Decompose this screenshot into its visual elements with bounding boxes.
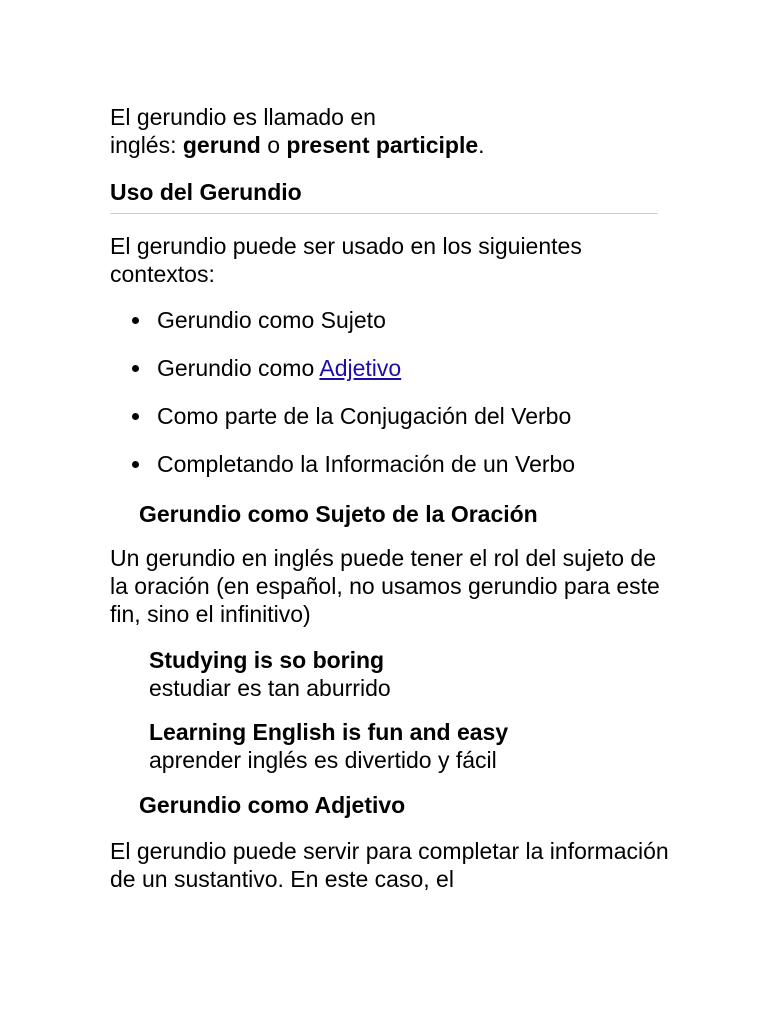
bullet-icon — [132, 365, 139, 372]
adjetivo-link[interactable]: Adjetivo — [319, 355, 402, 381]
bullet-icon — [132, 317, 139, 324]
intro-line-1: El gerundio es llamado en — [110, 104, 376, 130]
section-heading-adjetivo: Gerundio como Adjetivo — [139, 792, 406, 818]
uses-list — [132, 306, 575, 498]
adjetivo-paragraph: El gerundio puede servir para completar la información de un sustantivo. En este caso, el — [110, 838, 669, 892]
list-item-text: Gerundio como — [157, 355, 320, 381]
section-heading-uso: Uso del Gerundio — [110, 179, 302, 205]
section-heading-sujeto: Gerundio como Sujeto de la Oración — [139, 501, 538, 527]
bullet-icon — [132, 413, 139, 420]
term-present-participle: present participle — [286, 132, 479, 158]
list-item — [132, 354, 575, 382]
list-item-text: Completando la Información de un Verbo — [157, 451, 576, 477]
bullet-icon — [132, 461, 139, 468]
term-gerund: gerund — [182, 132, 261, 158]
example-block — [149, 718, 649, 774]
example-spanish: estudiar es tan aburrido — [149, 675, 391, 701]
example-block — [149, 646, 649, 702]
section-divider — [110, 213, 658, 214]
list-item-text: Como parte de la Conjugación del Verbo — [157, 403, 572, 429]
intro-suffix: . — [478, 132, 485, 158]
intro-connector: o — [260, 132, 287, 158]
list-item-text: Gerundio como Sujeto — [157, 307, 386, 333]
example-spanish: aprender inglés es divertido y fácil — [149, 747, 497, 773]
intro-line-2-prefix: inglés: — [110, 132, 183, 158]
list-item — [132, 402, 575, 430]
list-item — [132, 450, 575, 478]
intro-paragraph — [110, 103, 670, 159]
example-english: Learning English is fun and easy — [149, 719, 509, 745]
list-item — [132, 306, 575, 334]
contexts-paragraph: El gerundio puede ser usado en los siguientes contextos: — [110, 233, 582, 287]
sujeto-paragraph: Un gerundio en inglés puede tener el rol del sujeto de la oración (en español, no usamos gerundio para este fin, sino el infinitivo) — [110, 545, 660, 627]
example-english: Studying is so boring — [149, 647, 385, 673]
